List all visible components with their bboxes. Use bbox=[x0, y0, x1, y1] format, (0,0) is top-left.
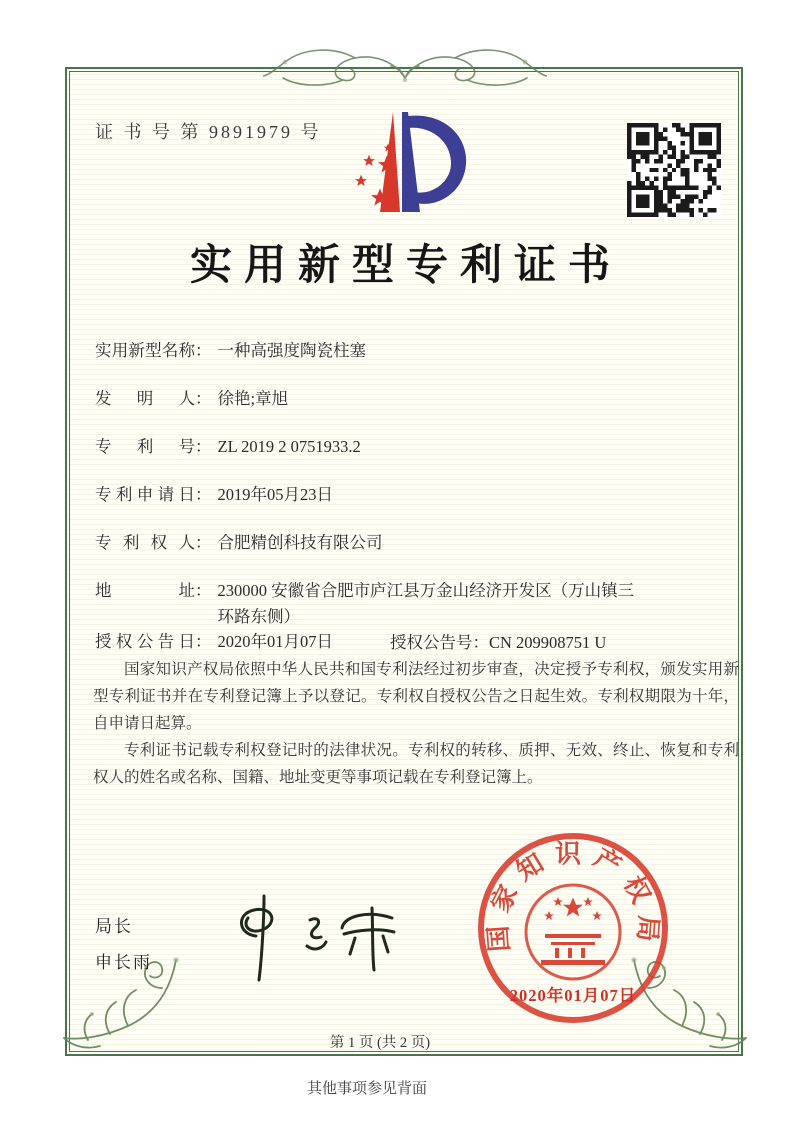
field-label: 专利号 bbox=[95, 437, 195, 456]
field-value: CN 209908751 U bbox=[489, 633, 607, 652]
commissioner-title: 局长 bbox=[95, 917, 133, 936]
field-label: 专利权人 bbox=[95, 533, 195, 552]
field-value: 合肥精创科技有限公司 bbox=[217, 533, 383, 552]
legal-text-block bbox=[93, 656, 739, 791]
field-value: ZL 2019 2 0751933.2 bbox=[217, 437, 361, 456]
field-grant-date: 授权公告日： 2020年01月07日 bbox=[95, 629, 333, 655]
certificate-number: 证 书 号 第 9891979 号 bbox=[95, 122, 322, 142]
seal-national-emblem bbox=[526, 885, 620, 979]
field-inventor: 发明人： 徐艳;章旭 bbox=[95, 386, 288, 412]
field-patentee: 专利权人： 合肥精创科技有限公司 bbox=[95, 530, 383, 556]
cnipa-logo-icon bbox=[336, 108, 474, 218]
page-number: 第 1 页 (共 2 页) bbox=[329, 1035, 431, 1051]
back-side-note: 其他事项参见背面 bbox=[306, 1081, 427, 1097]
field-utility-model-name: 实用新型名称： 一种高强度陶瓷柱塞 bbox=[95, 338, 366, 364]
certificate-title: 实用新型专利证书 bbox=[189, 243, 622, 289]
field-label: 地址 bbox=[95, 581, 195, 600]
field-value: 2019年05月23日 bbox=[217, 485, 333, 504]
legal-paragraph-2: 专利证书记载专利权登记时的法律状况。专利权的转移、质押、无效、终止、恢复和专利权人的姓名或名称、国籍、地址变更等事项记载在专利登记簿上。 bbox=[93, 742, 739, 786]
field-address: 地址： 230000 安徽省合肥市庐江县万金山经济开发区（万山镇三环路东侧） bbox=[95, 578, 643, 630]
seal-agency-name: 国家知识产权局 bbox=[482, 839, 664, 953]
commissioner-signature bbox=[222, 890, 412, 985]
field-value: 徐艳;章旭 bbox=[217, 389, 289, 408]
field-value: 2020年01月07日 bbox=[217, 632, 333, 651]
field-value: 230000 安徽省合肥市庐江县万金山经济开发区（万山镇三环路东侧） bbox=[217, 581, 635, 626]
field-label: 授权公告号 bbox=[390, 633, 473, 652]
field-label: 授权公告日 bbox=[95, 632, 195, 651]
field-label: 发明人 bbox=[95, 389, 195, 408]
field-grant-number: 授权公告号：CN 209908751 U bbox=[390, 633, 607, 652]
field-filing-date: 专利申请日： 2019年05月23日 bbox=[95, 482, 333, 508]
commissioner-name: 申长雨 bbox=[95, 953, 152, 972]
field-value: 一种高强度陶瓷柱塞 bbox=[217, 341, 366, 360]
top-flourish-ornament bbox=[263, 42, 547, 92]
qr-code bbox=[627, 123, 721, 217]
seal-date: 2020年01月07日 bbox=[509, 986, 637, 1005]
field-label: 专利申请日 bbox=[95, 485, 195, 504]
legal-paragraph-1: 国家知识产权局依照中华人民共和国专利法经过初步审查，决定授予专利权，颁发实用新型专利证书并在专利登记簿上予以登记。专利权自授权公告之日起生效。专利权期限为十年，自申请日起算。 bbox=[93, 661, 739, 732]
field-patent-number: 专利号： ZL 2019 2 0751933.2 bbox=[95, 434, 361, 460]
field-label: 实用新型名称 bbox=[95, 341, 195, 360]
